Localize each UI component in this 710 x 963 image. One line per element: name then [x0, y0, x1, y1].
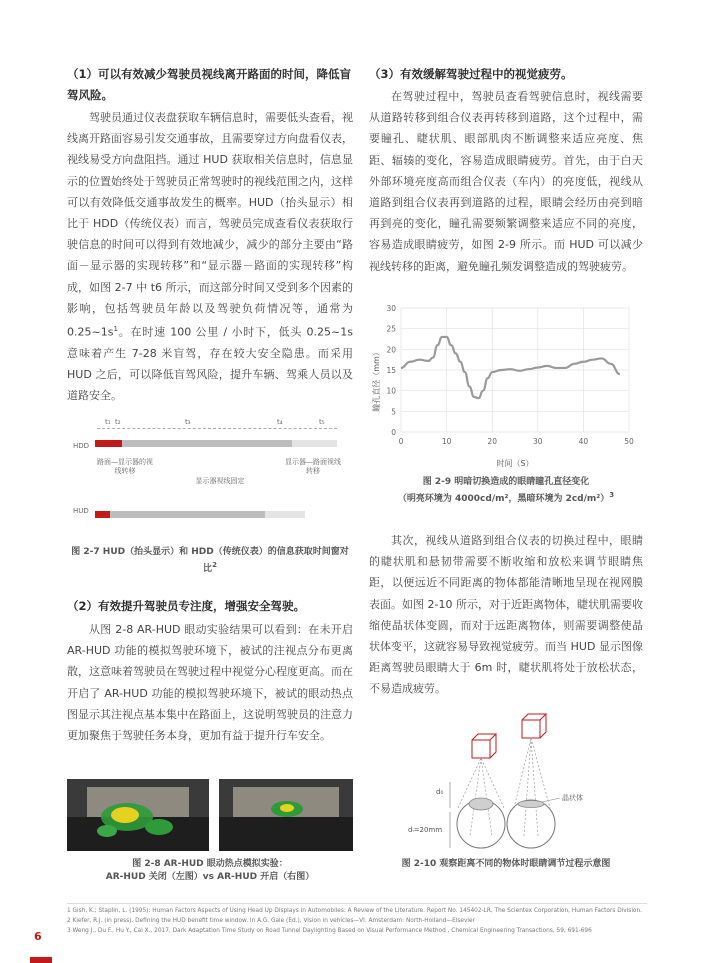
heatmap-photo-on	[219, 779, 353, 851]
lens-flat-icon	[518, 801, 544, 808]
footnote-ref-2: 2	[212, 561, 217, 569]
section-3-paragraph: 在驾驶过程中，驾驶员查看驾驶信息时，视线需要从道路转移到组合仪表再转移到道路，这个过程中，需要瞳孔、睫状肌、眼部肌肉不断调整来适应亮度、焦距、辐辏的变化，容易造成眼睛疲劳。首先，由于白天外部环境亮度高而组合仪表（车内）的亮度低，视线从道路到组合仪表再到道路的过程，眼睛会经历由亮到暗再到亮的变化，瞳孔需要频繁调整来适应不同的亮度，容易造成眼睛疲劳，如图 2-9 所示。而 HUD 可以减少视线转移的距离，避免瞳孔频发调整造成的驾驶疲劳。	[369, 90, 643, 273]
x-axis-label: 时间（S）	[496, 459, 534, 468]
chart-ticks	[386, 304, 634, 446]
pupil-diameter-chart	[365, 300, 645, 470]
far-object-cube-icon	[522, 714, 546, 738]
footnote-1: 1 Gish, K.; Staplin, L. (1995): Human Factors Aspects of Using Head Up Displays in Automobiles: A Review of the Literature. Report No. 145402-LR, The Scientex Corporation, Human Factors Division.	[67, 908, 642, 914]
x-tick-label: 30	[533, 437, 543, 446]
section-1-text: 驾驶员通过仪表盘获取车辆信息时，需要低头查看，视线离开路面容易引发交通事故，且需要穿过方向盘看仪表，视线易受方向盘阻挡。通过 HUD 获取相关信息时，信息显示的位置始终处于驾驶员正常驾驶时的视线范围之内，这样可以有效降低交通事故发生的概率。HUD（抬头显示）相比于 HDD（传统仪表）而言，驾驶员完成查看仪表获取行驶信息的时间可以得到有效地减少，减少的部分主要由“路面－显示器的实现转移”和“显示器－路面的实现转移”构成，如图 2-7 中 t6 所示，而这部分时间又受到多个因素的影响，包括驾驶员年龄以及驾驶负荷情况等，通常为 0.25~1s	[67, 111, 353, 339]
y-tick-label: 15	[386, 366, 396, 375]
figure-2-7-caption	[67, 546, 353, 576]
figure-2-7-caption-text: 图 2-7 HUD（抬头显示）和 HDD（传统仪表）的信息获取时间窗对比	[71, 547, 349, 574]
footnote-divider	[67, 903, 647, 904]
near-object-cube-icon	[472, 734, 496, 758]
y-tick-label: 0	[391, 428, 396, 437]
hud-row-label: HUD	[73, 507, 89, 515]
hdd-transfer-bar	[95, 440, 122, 447]
hud-return-bar	[265, 511, 305, 518]
t1-label: t₁	[105, 418, 111, 426]
heatmap-photo-off	[67, 779, 209, 851]
figure-2-9-caption-text: （明亮环境为 4000cd/m²，黑暗环境为 2cd/m²）	[397, 494, 610, 504]
section-3-heading: （3）有效缓解驾驶过程中的视觉疲劳。	[369, 67, 573, 81]
x-tick-label: 50	[624, 437, 634, 446]
section-2-heading: （2）有效提升驾驶员专注度，增强安全驾驶。	[67, 599, 305, 613]
section-3-paragraph-2: 其次，视线从道路到组合仪表的切换过程中，眼睛的睫状肌和悬韧带需要不断收缩和放松来调节眼睛焦距，以便远近不同距离的物体都能清晰地呈现在视网膜表面。如图 2-10 所示，对于近距离物体，睫状肌需要收缩使晶状体变圆，而对于远距离物体，则需要调整使晶状体变平，这就容易导致视觉疲劳。而当 HUD 显示图像距离驾驶员眼睛大于 6m 时，睫状肌将处于放松状态，不易造成疲劳。	[369, 534, 643, 696]
y-axis-label: 瞳孔直径（mm）	[372, 348, 381, 412]
y-tick-label: 10	[386, 386, 396, 396]
footnote-ref-1: 1	[113, 325, 118, 334]
figure-2-8-caption-line2: AR-HUD 关闭（左图）vs AR-HUD 开启（右图）	[105, 872, 315, 882]
y-tick-label: 30	[386, 304, 396, 313]
di-label: dᵢ=20mm	[408, 826, 443, 834]
section-1-text-end: 。在时速 100 公里 / 小时下，低头 0.25~1s 意味着产生 7-28 米盲驾，存在较大安全隐患。而采用 HUD 之后，可以降低盲驾风险，提升车辆、驾乘人员以及道路安全。	[67, 325, 353, 403]
figure-2-10-caption: 图 2-10 观察距离不同的物体时眼睛调节过程示意图	[401, 859, 611, 869]
hud-transfer-bar	[95, 511, 110, 518]
t4-label: t₄	[277, 418, 283, 426]
section-1-paragraph	[67, 107, 353, 407]
figure-2-7	[67, 418, 353, 528]
x-tick-label: 40	[578, 437, 589, 446]
footnote-2: 2 Kiefer, R.J. (in press). Defining the HUD benefit time window. In A.G. Gale (Ed.), Vision in vehicles—VI. Amsterdam: North-Holland—Elsevier	[67, 918, 475, 924]
x-tick-label: 20	[487, 437, 497, 446]
annotation-display-to-road: 显示器—路面视线转移	[285, 458, 341, 475]
x-tick-label: 0	[398, 437, 404, 446]
y-tick-label: 25	[386, 324, 396, 334]
do-label: d₀	[436, 788, 444, 796]
y-tick-label: 20	[386, 345, 396, 355]
hdd-fixed-bar	[122, 440, 292, 447]
page-number-accent-bar	[30, 957, 52, 963]
series-line	[401, 337, 620, 398]
t2-label: t₂	[115, 418, 121, 426]
annotation-road-to-display: 路面—显示器的视线转移	[97, 458, 153, 475]
annotation-display-fixed: 显示器视线固定	[195, 477, 245, 485]
eye-accommodation-diagram	[400, 712, 620, 852]
y-tick-label: 5	[391, 407, 396, 417]
page-number: 6	[34, 930, 42, 943]
hdd-return-bar	[292, 440, 337, 447]
lens-round-icon	[469, 798, 493, 810]
t5-label: t₅	[319, 418, 325, 426]
lens-label: 晶状体	[562, 794, 583, 802]
time-axis	[97, 428, 337, 429]
footnote-3: 3 Weng J., Du F., Hu Y., Cai X., 2017, Dark Adaptation Time Study on Road Tunnel Daylighting Based on Visual Performance Method , Chemical Engineering Transactions, 59, 691-696	[67, 928, 592, 934]
section-1-heading: （1）可以有效减少驾驶员视线离开路面的时间，降低盲驾风险。	[67, 67, 351, 102]
hdd-row-label: HDD	[73, 442, 90, 450]
footnote-ref-3: 3	[609, 491, 615, 499]
lens-pointer-line	[542, 798, 560, 802]
figure-2-9-caption-line2	[369, 489, 643, 506]
x-tick-label: 10	[441, 437, 452, 446]
figure-2-9-caption-line1: 图 2-9 明暗切换造成的眼睛瞳孔直径变化	[422, 477, 590, 487]
section-2-paragraph: 从图 2-8 AR-HUD 眼动实验结果可以看到：在未开启 AR-HUD 功能的模拟驾驶环境下，被试的注视点分布更离散，这意味着驾驶员在驾驶过程中视觉分心程度更高。而在开启了 AR-HUD 功能的模拟驾驶环境下，被试的眼动热点图显示其注视点基本集中在路面上，这说明驾驶员的注意力更加聚焦于驾驶任务本身，更加有益于提升行车安全。	[67, 623, 353, 743]
figure-2-8-caption-line1: 图 2-8 AR-HUD 眼动热点模拟实验：	[132, 859, 288, 869]
hud-fixed-bar	[110, 511, 265, 518]
t3-label: t₃	[185, 418, 191, 426]
